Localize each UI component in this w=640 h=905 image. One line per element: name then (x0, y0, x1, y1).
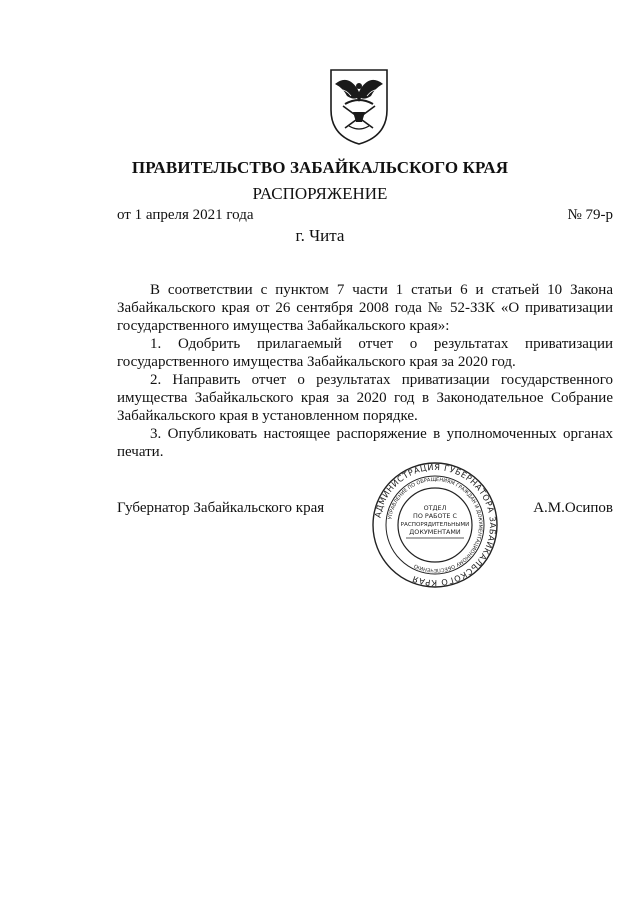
coat-of-arms-icon (327, 66, 391, 146)
signatory-name: А.М.Осипов (533, 500, 613, 516)
body-paragraph-1: 1. Одобрить прилагаемый отчет о результатах приватизации государственного имущества Забайкальского края за 2020 год. (117, 336, 613, 370)
document-city: г. Чита (295, 226, 345, 245)
body-paragraph-preamble: В соответствии с пунктом 7 части 1 статьи 6 и статьей 10 Закона Забайкальского края от 26 сентября 2008 года № 52-ЗЗК «О приватизации государственного имущества Забайкальского края»: (117, 282, 613, 334)
organization-title: ПРАВИТЕЛЬСТВО ЗАБАЙКАЛЬСКОГО КРАЯ (131, 158, 509, 177)
document-date: от 1 апреля 2021 года (117, 207, 254, 223)
signatory-role: Губернатор Забайкальского края (117, 500, 325, 516)
document-type: РАСПОРЯЖЕНИЕ (252, 184, 388, 203)
stamp-center-line-1: ОТДЕЛ (423, 504, 447, 512)
stamp-ring-text: УПРАВЛЕНИЕ ПО ОБРАЩЕНИЯМ ГРАЖДАН И ДОКУМЕНТАЦИОННОМУ ОБЕСПЕЧЕНИЮ (387, 476, 484, 574)
official-stamp (370, 460, 500, 590)
stamp-center-line-2: ПО РАБОТЕ С (413, 512, 457, 520)
stamp-center-line-4: ДОКУМЕНТАМИ (409, 528, 461, 536)
stamp-center-line-3: РАСПОРЯДИТЕЛЬНЫМИ (400, 522, 470, 528)
document-body (117, 281, 613, 461)
body-paragraph-2: 2. Направить отчет о результатах приватизации государственного имущества Забайкальского края за 2020 год в Законодательное Собрание Забайкальского края в установленном порядке. (117, 372, 613, 424)
body-paragraph-3: 3. Опубликовать настоящее распоряжение в уполномоченных органах печати. (117, 426, 613, 460)
document-number: № 79-р (567, 207, 613, 223)
stamp-outer-text: АДМИНИСТРАЦИЯ ГУБЕРНАТОРА ЗАБАЙКАЛЬСКОГО КРАЯ (372, 461, 499, 589)
